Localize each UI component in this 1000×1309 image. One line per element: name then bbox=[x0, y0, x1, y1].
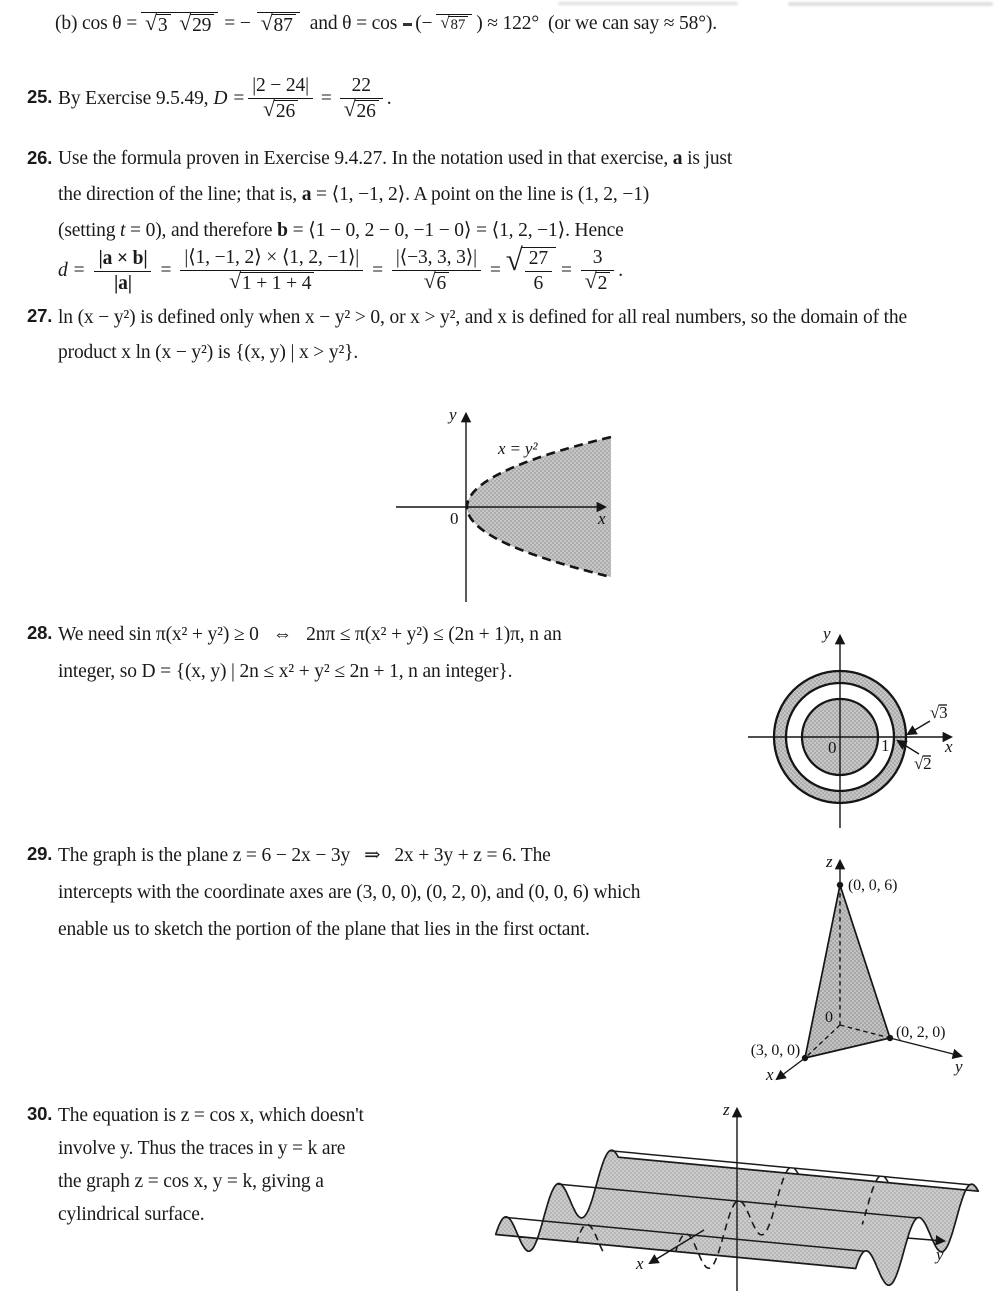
y-axis-label: y bbox=[449, 405, 457, 424]
body-line: ln (x − y²) is defined only when x − y² > 0, or x > y², and x is defined for all real numbers, so the domain of the bbox=[58, 307, 908, 328]
header-mid: and θ = cos bbox=[309, 13, 398, 34]
cut-superscript bbox=[403, 23, 412, 26]
body-line: enable us to sketch the portion of the plane that lies in the first octant. bbox=[58, 919, 590, 940]
y-intercept-point bbox=[887, 1035, 893, 1041]
fraction bbox=[141, 11, 218, 37]
fraction bbox=[436, 13, 472, 34]
origin-label: 0 bbox=[825, 1009, 833, 1026]
sqrt: √ $\frac{27}{6}$ bbox=[506, 247, 556, 295]
sqrt2-label: √2 bbox=[914, 754, 932, 773]
header-paren-close: ) ≈ 122° bbox=[476, 13, 539, 34]
z-axis-label: z bbox=[826, 852, 833, 871]
figure-30-cosine-cylinder bbox=[492, 1098, 988, 1309]
display-equation: d = $\frac{|a \times b|}{|a|}$ = |⟨1, −1, 2⟩ × ⟨1, 2, −1⟩| √ 1 + 1 + 4 = |⟨−3, 3, 3⟩| √ 6 = √ $\frac{27}{6}$ = 3 √ 2 . bbox=[58, 242, 623, 294]
header-tail: (or we can say ≈ 58°). bbox=[547, 13, 717, 34]
problem-26 bbox=[27, 144, 998, 304]
x-axis bbox=[777, 1058, 805, 1079]
figure-28-annulus-domain bbox=[744, 622, 1000, 834]
body-line: By Exercise 9.5.49, D = |2 − 24| √ 26 = 22 √ 26 . bbox=[58, 74, 392, 122]
sqrt: √ 26 bbox=[263, 100, 298, 123]
fraction: 22 √ 26 bbox=[340, 75, 383, 123]
x-axis-label: x bbox=[945, 737, 953, 756]
body-line: the direction of the line; that is, a = ⟨1, −1, 2⟩. A point on the line is (1, 2, −1) bbox=[58, 184, 650, 205]
fraction: $\frac{27}{6}$ bbox=[525, 248, 552, 295]
y-axis-label: y bbox=[936, 1245, 944, 1264]
sqrt: √ 29 bbox=[179, 14, 214, 37]
body-line: (setting t = 0), and therefore b = ⟨1 − 0, 2 − 0, −1 − 0⟩ = ⟨1, 2, −1⟩. Hence bbox=[58, 220, 624, 241]
problem-number: 26. bbox=[27, 147, 53, 168]
sqrt: √ 26 bbox=[344, 100, 379, 123]
radius-1-label: 1 bbox=[881, 736, 890, 755]
origin-label: 0 bbox=[450, 509, 459, 528]
y-intercept-label: (0, 2, 0) bbox=[896, 1024, 946, 1041]
sqrt: √ 3 bbox=[145, 14, 170, 37]
body-line: cylindrical surface. bbox=[58, 1204, 205, 1225]
fraction bbox=[257, 11, 300, 37]
sqrt: √ 2 bbox=[585, 272, 610, 295]
plane-triangle bbox=[805, 885, 890, 1058]
header-prefix: (b) cos θ = bbox=[55, 13, 138, 34]
fraction: |⟨1, −1, 2⟩ × ⟨1, 2, −1⟩| √ 1 + 1 + 4 bbox=[180, 247, 363, 295]
problem-number: 28. bbox=[27, 622, 53, 643]
z-intercept-label: (0, 0, 6) bbox=[848, 877, 898, 894]
sqrt: √ 6 bbox=[424, 272, 449, 295]
sqrt: √ 1 + 1 + 4 bbox=[229, 272, 314, 295]
z-intercept-point bbox=[837, 882, 843, 888]
body-line: Use the formula proven in Exercise 9.4.27. In the notation used in that exercise, a is just bbox=[58, 148, 733, 169]
x-axis-label: x bbox=[598, 509, 606, 528]
curve-label: x = y² bbox=[498, 439, 538, 458]
body-line: intercepts with the coordinate axes are (3, 0, 0), (0, 2, 0), and (0, 0, 6) which bbox=[58, 882, 641, 903]
sqrt3-label: √3 bbox=[930, 703, 948, 722]
problem-number: 27. bbox=[27, 305, 53, 326]
body-line: integer, so D = {(x, y) | 2n ≤ x² + y² ≤ 2n + 1, n an integer}. bbox=[58, 661, 513, 682]
y-axis-label: y bbox=[823, 624, 831, 643]
sqrt3-pointer bbox=[908, 721, 930, 734]
header-paren-open: (− bbox=[415, 13, 433, 34]
x-intercept-point bbox=[802, 1055, 808, 1061]
figure-27-parabola-domain bbox=[388, 402, 713, 608]
problem-number: 25. bbox=[27, 86, 53, 107]
body-line: involve y. Thus the traces in y = k are bbox=[58, 1138, 346, 1159]
problem-25 bbox=[27, 70, 392, 128]
x-axis-label: x bbox=[766, 1065, 774, 1084]
body-line: We need sin π(x² + y²) ≥ 0 ⇔ 2nπ ≤ π(x² + y²) ≤ (2n + 1)π, n an bbox=[58, 624, 562, 645]
fraction: 3 √ 2 bbox=[581, 247, 614, 295]
problem-number: 30. bbox=[27, 1103, 53, 1124]
origin-label: 0 bbox=[828, 738, 837, 757]
y-axis-label: y bbox=[955, 1057, 963, 1076]
x-intercept-label: (3, 0, 0) bbox=[750, 1042, 800, 1059]
x-axis-label: x bbox=[636, 1254, 644, 1273]
header-eq: = − bbox=[224, 13, 251, 34]
body-line: the graph z = cos x, y = k, giving a bbox=[58, 1171, 324, 1192]
sqrt: √ 87 bbox=[261, 14, 296, 37]
figure-29-plane-first-octant bbox=[738, 848, 1000, 1100]
fraction: |2 − 24| √ 26 bbox=[248, 75, 313, 123]
z-axis-label: z bbox=[723, 1100, 730, 1119]
body-line: The equation is z = cos x, which doesn't bbox=[58, 1105, 364, 1126]
body-line: product x ln (x − y²) is {(x, y) | x > y²}. bbox=[58, 342, 359, 363]
fraction: |⟨−3, 3, 3⟩| √ 6 bbox=[392, 247, 481, 295]
body-line: The graph is the plane z = 6 − 2x − 3y ⇒ 2x + 3y + z = 6. The bbox=[58, 845, 551, 866]
problem-number: 29. bbox=[27, 843, 53, 864]
header-cut-line bbox=[0, 0, 1000, 54]
fraction: $\frac{|a \times b|}{|a|}$ bbox=[94, 248, 151, 295]
sqrt: √ 87 bbox=[440, 16, 468, 34]
